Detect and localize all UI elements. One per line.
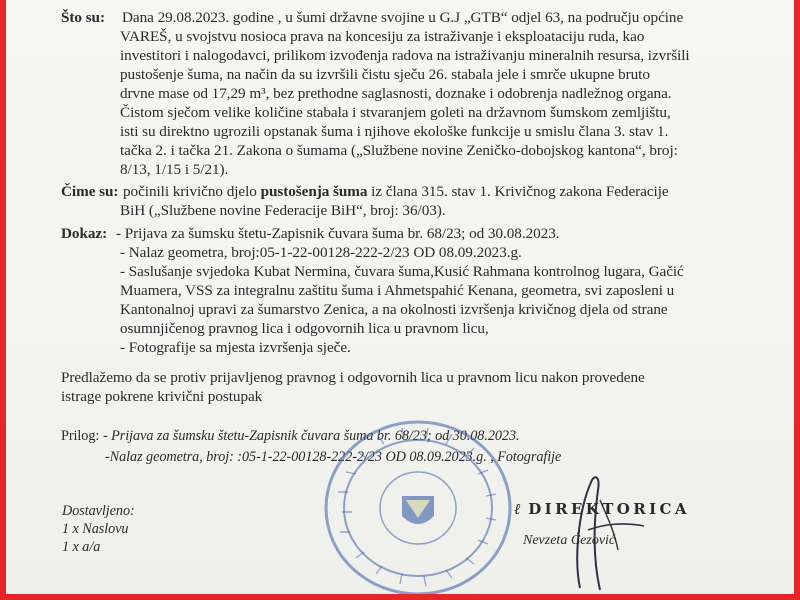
cime-su-text-a: počinili krivično djelo: [123, 183, 261, 200]
official-stamp-icon: [318, 412, 521, 594]
director-prefix: ℓ: [514, 500, 521, 518]
director-name: Nevzeta Ćezović: [523, 533, 616, 548]
sto-su-line: drvne mase od 17,29 m³, bez prethodne saglasnosti, doznake i odobrenja nadležnog organa.: [120, 85, 672, 102]
dostavljeno-label: Dostavljeno:: [62, 503, 135, 519]
dokaz-item: osumnjičenog pravnog lica i odgovornih lica u pravnom licu,: [120, 320, 489, 337]
dokaz-item: - Nalaz geometra, broj:05-1-22-00128-222-2/23 OD 08.09.2023.g.: [120, 244, 522, 261]
dostavljeno-item: 1 x a/a: [62, 539, 101, 555]
sto-su-line: Čistom sječom velike količine stabala i stvaranjem goleti na državnom šumskom zemljištu,: [120, 104, 671, 121]
dokaz-item: - Saslušanje svjedoka Kubat Nermina, čuvara šuma,Kusić Rahmana kontrolnog lugara, Gačić: [120, 263, 684, 280]
director-title: [514, 500, 690, 519]
dostavljeno-section: [6, 0, 306, 560]
sto-su-line: VAREŠ, u svojstvu nosioca prava na koncesiju za istraživanje i eksploataciju ruda, kao: [120, 28, 645, 45]
prilog-label: Prilog:: [61, 428, 100, 444]
sto-su-line: 8/13, 1/15 i 5/21).: [120, 161, 229, 178]
dokaz-item: - Fotografije sa mjesta izvršenja sječe.: [120, 339, 351, 356]
sto-su-line: isti su direktno ugrozili opstanak šuma i njihove ekološke funkcije u smislu člana 3. stav 1.: [120, 123, 669, 140]
document-page: [6, 0, 794, 594]
signature-icon: [544, 470, 654, 594]
cime-su-text-c: iz člana 315. stav 1. Krivičnog zakona Federacije: [367, 183, 669, 200]
sto-su-label: Što su:: [61, 9, 105, 26]
sto-su-line: tačka 2. i tačka 21. Zakona o šumama („Službene novine Zeničko-dobojskog kantona“, broj:: [120, 142, 678, 159]
prilog-item: - Prijava za šumsku štetu-Zapisnik čuvara šuma br. 68/23; od 30.08.2023.: [103, 428, 520, 444]
dokaz-label: Dokaz:: [61, 225, 108, 242]
sto-su-line: pustošenje šuma, na način da su izvršili čistu sječu 26. stabala jele i smrče ukupne bruto: [120, 66, 650, 83]
dokaz-item: - Prijava za šumsku štetu-Zapisnik čuvara šuma br. 68/23; od 30.08.2023.: [116, 225, 560, 242]
director-title-text: DIREKTORICA: [528, 500, 690, 518]
proposal-line: Predlažemo da se protiv prijavljenog pravnog i odgovornih lica u pravnom licu nakon provedene: [61, 369, 645, 386]
prilog-item: -Nalaz geometra, broj: :05-1-22-00128-222-2/23 OD 08.09.2023.g. , Fotografije: [105, 449, 562, 465]
dostavljeno-item: 1 x Naslovu: [62, 521, 129, 537]
dokaz-item: Kantonalnoj upravi za šumarstvo Zenica, a na okolnosti izvršenja krivičnog djela od strane: [120, 301, 668, 318]
cime-su-offense: pustošenja šuma: [260, 183, 368, 200]
sto-su-line: investitori i nalogodavci, prilikom izvođenja radova na istraživanju mineralnih resursa, izvršili: [120, 47, 690, 64]
sto-su-line: Dana 29.08.2023. godine , u šumi državne svojine u G.J „GTB“ odjel 63, na području općine: [122, 9, 684, 26]
cime-su-label: Čime su:: [61, 183, 119, 200]
dokaz-item: Muamera, VSS za integralnu zaštitu šuma i Ahmetspahić Kenana, geometra, svi zaposleni u: [120, 282, 675, 299]
proposal-line: istrage pokrene krivični postupak: [61, 388, 263, 405]
cime-su-line-2: BiH („Službene novine Federacije BiH“, broj: 36/03).: [120, 202, 446, 219]
